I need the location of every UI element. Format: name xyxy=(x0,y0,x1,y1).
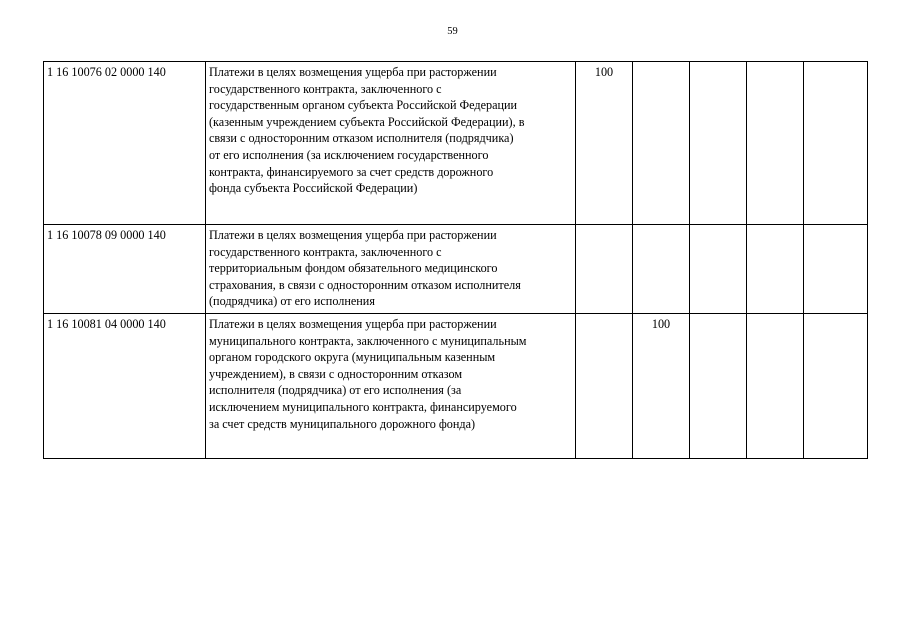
description-line: связи с односторонним отказом исполнителя (подрядчика) xyxy=(209,131,514,146)
description-line: (подрядчика) от его исполнения xyxy=(209,294,375,309)
percentage-cell-5 xyxy=(804,314,868,459)
percentage-cell-1 xyxy=(576,314,633,459)
percentage-cell-5 xyxy=(804,62,868,225)
description-line: за счет средств муниципального дорожного фонда) xyxy=(209,416,476,431)
percentage-cell-5 xyxy=(804,225,868,314)
description-line: государственным органом субъекта Российской Федерации xyxy=(209,98,518,113)
table-row xyxy=(44,225,868,314)
classification-code-cell: 1 16 10078 09 0000 140 xyxy=(44,225,206,314)
description-line: муниципального контракта, заключенного с муниципальным xyxy=(209,333,527,348)
description-line: фонда субъекта Российской Федерации) xyxy=(209,181,418,196)
description-line: органом городского округа (муниципальным казенным xyxy=(209,350,496,365)
percentage-cell-2 xyxy=(633,225,690,314)
percentage-cell-4 xyxy=(747,62,804,225)
page-number: 59 xyxy=(447,26,458,37)
description-cell xyxy=(206,225,576,314)
description-line: контракта, финансируемого за счет средств дорожного xyxy=(209,164,494,179)
percentage-cell-3 xyxy=(690,314,747,459)
table-row xyxy=(44,62,868,225)
classification-code-cell: 1 16 10081 04 0000 140 xyxy=(44,314,206,459)
percentage-cell-4 xyxy=(747,314,804,459)
description-line: государственного контракта, заключенного с xyxy=(209,244,442,259)
classification-code-cell: 1 16 10076 02 0000 140 xyxy=(44,62,206,225)
description-line: исключением муниципального контракта, финансируемого xyxy=(209,399,517,414)
percentage-cell-1 xyxy=(576,225,633,314)
revenue-classification-table xyxy=(43,61,868,459)
description-line: Платежи в целях возмещения ущерба при расторжении xyxy=(209,228,497,242)
description-line: государственного контракта, заключенного с xyxy=(209,81,442,96)
description-cell xyxy=(206,62,576,225)
description-line: учреждением), в связи с односторонним отказом xyxy=(209,366,463,381)
percentage-cell-1: 100 xyxy=(576,62,633,225)
percentage-cell-2: 100 xyxy=(633,314,690,459)
percentage-cell-3 xyxy=(690,225,747,314)
table-row xyxy=(44,314,868,459)
description-line: от его исполнения (за исключением государственного xyxy=(209,147,489,162)
description-line: Платежи в целях возмещения ущерба при расторжении xyxy=(209,317,497,331)
description-cell xyxy=(206,314,576,459)
percentage-cell-4 xyxy=(747,225,804,314)
percentage-cell-3 xyxy=(690,62,747,225)
description-line: (казенным учреждением субъекта Российской Федерации), в xyxy=(209,114,525,129)
description-line: Платежи в целях возмещения ущерба при расторжении xyxy=(209,65,497,79)
percentage-cell-2 xyxy=(633,62,690,225)
description-line: территориальным фондом обязательного медицинского xyxy=(209,261,498,276)
description-line: страхования, в связи с односторонним отказом исполнителя xyxy=(209,277,521,292)
description-line: исполнителя (подрядчика) от его исполнения (за xyxy=(209,383,462,398)
